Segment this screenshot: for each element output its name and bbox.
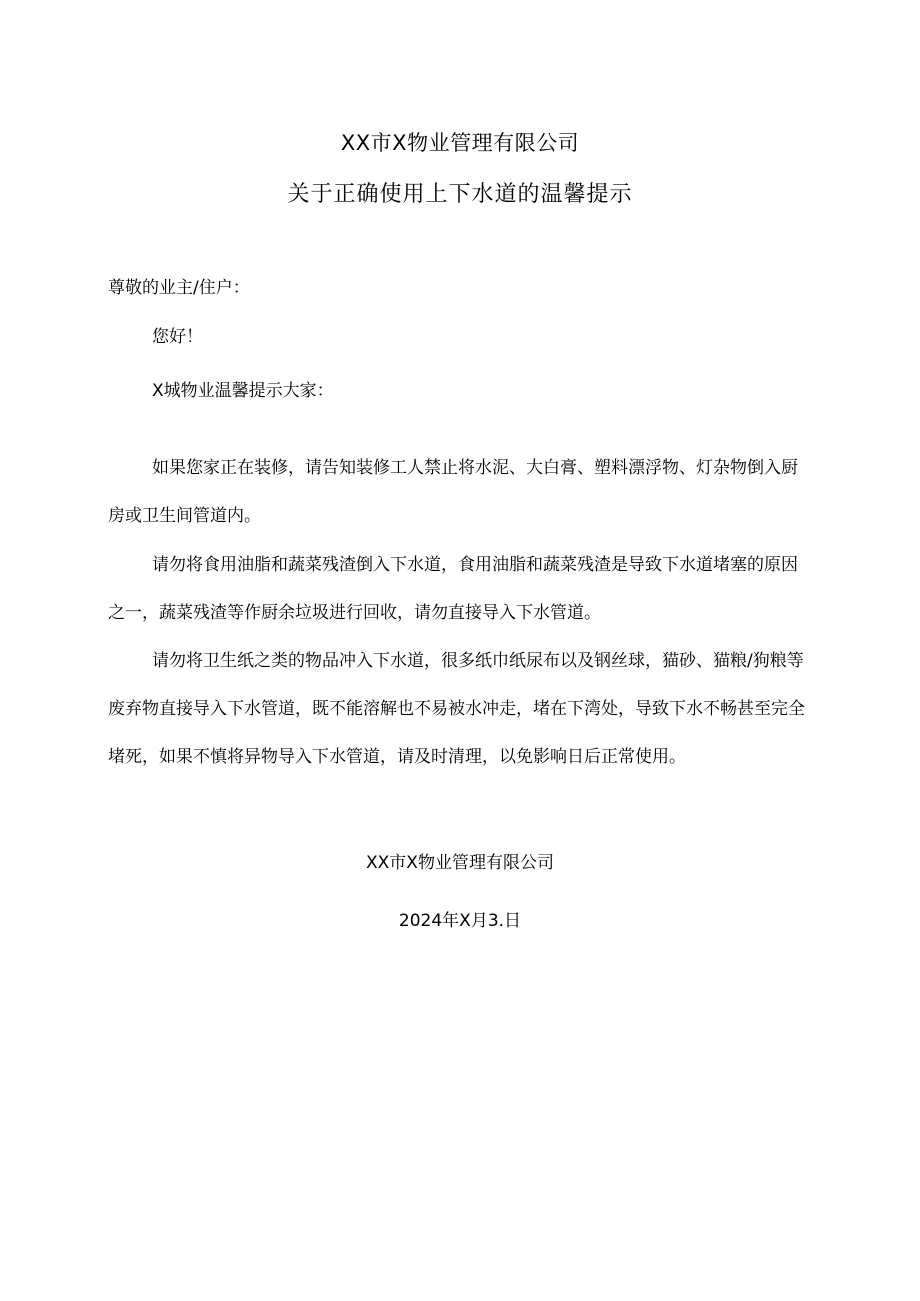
paragraph-paper-waste: 请勿将卫生纸之类的物品冲入下水道，很多纸巾纸尿布以及钢丝球，猫砂、猫粮/狗粮等废弃物直接导入下水管道，既不能溶解也不易被水冲走，堵在下湾处，导致下水不畅甚至完全堵死，如果不慎将异物导入下水管道，请及时清理，以免影响日后正常使用。	[108, 651, 805, 767]
signature-company: XX市X物业管理有限公司	[366, 853, 554, 873]
document-title-company: XX市X物业管理有限公司	[340, 131, 580, 155]
paragraph-grease: 请勿将食用油脂和蔬菜残渣倒入下水道，食用油脂和蔬菜残渣是导致下水道堵塞的原因之一，蔬菜残渣等作厨余垃圾进行回收，请勿直接导入下水管道。	[108, 555, 798, 623]
salutation: 尊敬的业主/住户：	[108, 278, 250, 298]
reminder-intro: X城物业温馨提示大家：	[152, 381, 334, 401]
greeting: 您好！	[152, 327, 203, 347]
paragraph-renovation: 如果您家正在装修，请告知装修工人禁止将水泥、大白膏、塑料漂浮物、灯杂物倒入厨房或卫生间管道内。	[108, 458, 798, 526]
document-title-subject: 关于正确使用上下水道的温馨提示	[287, 182, 633, 207]
signature-date: 2024年X月3.日	[398, 911, 522, 931]
